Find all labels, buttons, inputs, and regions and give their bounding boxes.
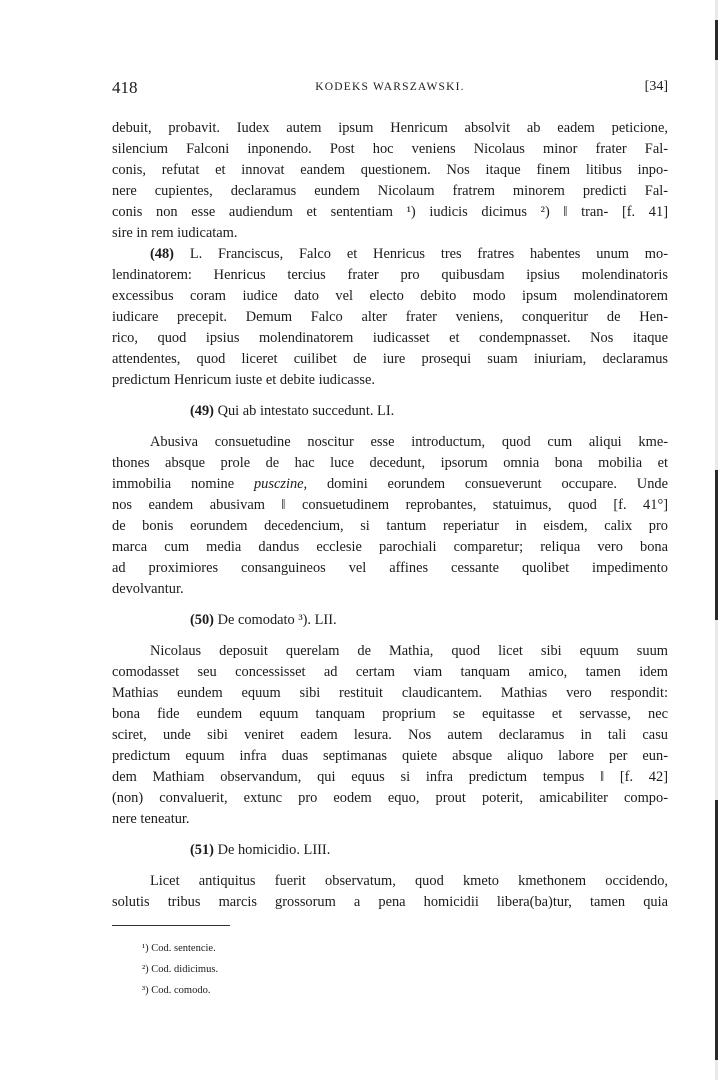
section-heading [112,610,668,631]
section-title: De homicidio. LIII. [217,842,331,858]
footnote: ²) Cod. didicimus. [142,964,219,975]
section-number: (49) [190,403,214,419]
section-title: De comodato ³). LII. [217,612,337,628]
page-header [112,78,668,100]
text-span: domini eorundem consueverunt occupare. Unde [307,476,668,492]
section-heading [112,840,668,861]
text-line: solutis tribus marcis grossorum a pena homicidii libera(ba)tur, tamen quia [112,894,668,910]
text-line: excessibus coram iudice dato vel electo debito modo ipsum molendinatorem [112,288,668,304]
text-line: conis, refutat et innovat eandem questionem. Nos itaque finem litibus inpo- [112,162,668,178]
text-line: Nicolaus deposuit querelam de Mathia, quod licet sibi equum suum [150,643,668,659]
page-body [112,118,668,1001]
page-number: 418 [112,78,138,97]
text-line: debuit, probavit. Iudex autem ipsum Henricum absolvit ab eadem peticione, [112,120,668,136]
scan-edge-mark [715,20,718,60]
section-48 [112,244,668,391]
text-line: sciret, unde sibi veniret eadem lesura. Nos autem declaramus in tali casu [112,727,668,743]
text-line: predictum Henricum iuste et debite iudicasse. [112,372,375,388]
text-line: predictum equum infra duas septimanas quiete absque aliquo labore per eun- [112,748,668,764]
section-49 [112,432,668,600]
section-number: (48) [150,246,174,262]
text-line: marca cum media dandus ecclesie parochiali comparetur; reliqua vero bona [112,539,668,555]
text-line: attendentes, quod liceret cuilibet de iure prosequi suam iniuriam, declaramus [112,351,668,367]
text-span: immobilia nomine [112,476,254,492]
text-line: Mathias eundem equum sibi restituit claudicantem. Mathias vero respondit: [112,685,668,701]
section-51 [112,871,668,913]
text-line: devolvantur. [112,581,184,597]
section-title: Qui ab intestato succedunt. LI. [217,403,395,419]
section-50 [112,641,668,830]
text-line: conis non esse audiendum et sententiam ¹) iudicis dicimus ²) ‖ tran- [f. 41] [112,204,668,220]
text-line: silencium Falconi inponendo. Post hoc veniens Nicolaus minor frater Fal- [112,141,668,157]
footnotes [112,938,668,1001]
text-line: bona fide eundem equum tanquam proprium se equitasse et servasse, nec [112,706,668,722]
section-number: (51) [190,842,214,858]
footnote-rule [112,925,230,926]
scan-edge-mark [715,470,718,620]
scan-edge-mark [715,800,718,1060]
footnote: ³) Cod. comodo. [142,985,211,996]
text-line: de bonis eorundem decedencium, si tantum reperiatur in eisdem, calix pro [112,518,668,534]
text-line: nere teneatur. [112,811,190,827]
text-line: lendinatorem: Henricus tercius frater pro quibusdam ipsius molendinatoris [112,267,668,283]
text-line: nere cupientes, declaramus eundem Nicolaum fratrem minorem predicti Fal- [112,183,668,199]
text-line: iudicare precepit. Demum Falco alter frater veniens, conqueritur de Hen- [112,309,668,325]
text-line [112,244,668,265]
paragraph-continued [112,118,668,244]
text-line: rico, quod ipsius molendinatorem iudicasset et condempnasset. Nos itaque [112,330,668,346]
running-title: KODEKS WARSZAWSKI. [315,81,465,93]
text-line: thones absque prole de hac luce decedunt, ipsorum omnia bona mobilia et [112,455,668,471]
section-mark: [34] [644,79,668,94]
text-line: sire in rem iudicatam. [112,225,238,241]
text-line: dem Mathiam observandum, qui equus si infra predictum tempus ‖ [f. 42] [112,769,668,785]
italic-term: pusczine, [253,476,308,492]
text-line: comodasset seu concessisset ad certam viam tanquam amico, tamen idem [112,664,668,680]
text-line: ad proximiores consanguineos vel affines cessante quolibet impedimento [112,560,668,576]
text-line: (non) convaluerit, extunc pro eodem equo, prout poterit, amicabiliter compo- [112,790,668,806]
section-text: L. Franciscus, Falco et Henricus tres fratres habentes unum mo- [189,246,668,262]
footnote: ¹) Cod. sentencie. [142,943,216,954]
section-number: (50) [190,612,214,628]
section-heading [112,401,668,422]
text-line: nos eandem abusivam ‖ consuetudinem reprobantes, statuimus, quod [f. 41°] [112,497,668,513]
text-line [112,474,668,495]
text-line: Abusiva consuetudine noscitur esse introductum, quod cum aliqui kme- [150,434,668,450]
text-line: Licet antiquitus fuerit observatum, quod kmeto kmethonem occidendo, [150,873,668,889]
